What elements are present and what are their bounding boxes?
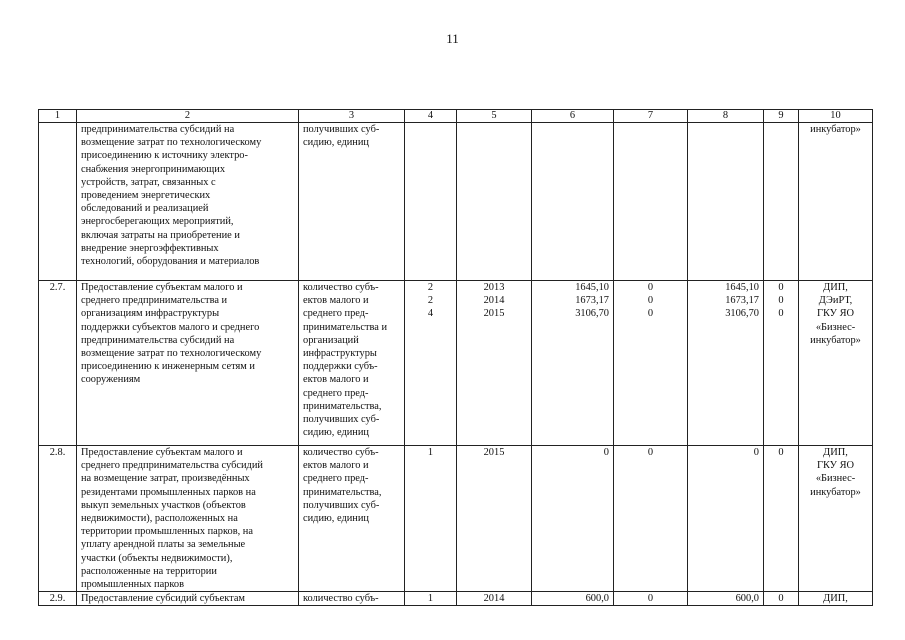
federal-amount-line: 0 [753, 447, 759, 458]
indicator-text [299, 281, 405, 446]
column-number: 8 [688, 110, 764, 123]
total-amount [532, 123, 614, 281]
indicator-text-line: поддержки субъ- [303, 361, 378, 373]
indicator-text-line: ектов малого и [303, 374, 369, 386]
item-number: 2.7. [39, 281, 77, 446]
federal-amount [688, 123, 764, 281]
federal-amount-line: 1673,17 [725, 295, 759, 307]
indicator-value [405, 123, 457, 281]
responsible-executor [799, 446, 873, 592]
responsible-executor-line: «Бизнес- [815, 473, 856, 485]
responsible-executor [799, 281, 873, 446]
column-number: 9 [764, 110, 799, 123]
measure-name-line: присоединению к инженерным сетям и [81, 361, 255, 373]
regional-amount [614, 592, 688, 606]
responsible-executor-line: инкубатор» [810, 486, 861, 498]
column-number: 3 [299, 110, 405, 123]
responsible-executor [799, 123, 873, 281]
regional-amount [614, 123, 688, 281]
responsible-executor-line: ГКУ ЯО [816, 308, 855, 320]
indicator-text-line: среднего пред- [303, 473, 369, 485]
indicator-text-line: получивших суб- [303, 124, 380, 135]
column-number: 2 [77, 110, 299, 123]
column-number: 4 [405, 110, 457, 123]
responsible-executor-line: ДИП, [823, 282, 848, 293]
measure-name-line: поддержки субъектов малого и среднего [81, 321, 260, 333]
item-number: 2.8. [39, 446, 77, 592]
measure-name-line: проведением энергетических [81, 190, 211, 202]
measure-name [77, 446, 299, 592]
measure-name-line: внедрение энергоэффективных [81, 242, 219, 254]
measure-name-line: Предоставление субъектам малого и [81, 447, 243, 458]
measure-name [77, 123, 299, 281]
responsible-executor [799, 592, 873, 606]
indicator-text [299, 592, 405, 606]
other-amount-line: 0 [778, 447, 784, 458]
measure-name-line: снабжения энергопринимающих [81, 163, 226, 175]
measure-name-line: среднего предпринимательства и [81, 295, 228, 307]
indicator-text-line: инфраструктуры [303, 348, 377, 360]
indicator-value-line: 2 [427, 282, 434, 293]
table-row [39, 592, 873, 606]
indicator-text-line: ектов малого и [303, 460, 369, 472]
measure-name-line: недвижимости), расположенных на [81, 513, 238, 525]
measure-name-line: устройств, затрат, связанных с [81, 176, 216, 188]
indicator-value-line: 4 [427, 308, 434, 320]
measure-name [77, 281, 299, 446]
indicator-text-line: среднего пред- [303, 308, 369, 320]
item-number [39, 123, 77, 281]
responsible-executor-line: ГКУ ЯО [816, 460, 855, 472]
regional-amount [614, 446, 688, 592]
indicator-value-line: 2 [427, 295, 434, 307]
indicator-text-line: получивших суб- [303, 414, 380, 426]
indicator-value-line: 1 [427, 593, 434, 605]
other-amount-line: 0 [778, 295, 784, 307]
indicator-text-line: организаций [303, 334, 359, 346]
other-amount-line: 0 [778, 593, 784, 605]
indicator-value-line: 1 [427, 447, 434, 458]
year-value-line: 2014 [483, 593, 505, 605]
regional-amount-line: 0 [647, 295, 654, 307]
measure-name-line: присоединению к источнику электро- [81, 150, 248, 162]
responsible-executor-line: ДИП, [823, 593, 848, 605]
indicator-text-line: среднего пред- [303, 387, 369, 399]
indicator-value [405, 592, 457, 606]
measure-name-line: на возмещение затрат, произведённых [81, 473, 250, 485]
measure-name-line: возмещение затрат по технологическому [81, 348, 262, 360]
year-value [457, 592, 532, 606]
measure-name-line: энергосберегающих мероприятий, [81, 216, 234, 228]
regional-amount [614, 281, 688, 446]
federal-amount [688, 592, 764, 606]
measure-name-line: сооружениям [81, 374, 141, 386]
other-amount [764, 446, 799, 592]
column-number-row [39, 110, 873, 123]
page-number: 11 [446, 31, 459, 46]
year-value-line: 2014 [483, 295, 505, 307]
indicator-text [299, 446, 405, 592]
responsible-executor-line: ДИП, [823, 447, 848, 458]
total-amount-line: 600,0 [585, 593, 609, 605]
column-number: 6 [532, 110, 614, 123]
total-amount [532, 281, 614, 446]
measure-name-line: среднего предпринимательства субсидий [81, 460, 263, 472]
responsible-executor-line: инкубатор» [810, 124, 861, 135]
measure-name-line: Предоставление субсидий субъектам [81, 593, 246, 605]
table-row [39, 446, 873, 592]
total-amount-line: 0 [603, 447, 609, 458]
indicator-value [405, 281, 457, 446]
indicator-text-line: сидию, единиц [303, 427, 369, 439]
indicator-text-line: принимательства и [303, 321, 388, 333]
indicator-text-line: количество субъ- [303, 447, 379, 458]
other-amount [764, 592, 799, 606]
regional-amount-line: 0 [647, 447, 654, 458]
table-row [39, 123, 873, 281]
measure-name-line: расположенные на территории [81, 565, 217, 577]
regional-amount-line: 0 [647, 593, 654, 605]
indicator-text-line: ектов малого и [303, 295, 369, 307]
table-row [39, 281, 873, 446]
responsible-executor-line: ДЭиРТ, [818, 295, 853, 307]
column-number: 5 [457, 110, 532, 123]
federal-amount-line: 1645,10 [725, 282, 759, 293]
indicator-text-line: принимательства, [303, 400, 382, 412]
total-amount-line: 3106,70 [575, 308, 609, 320]
measure-name-line: предпринимательства субсидий на [81, 124, 235, 135]
federal-amount [688, 281, 764, 446]
total-amount-line: 1645,10 [575, 282, 609, 293]
indicator-text-line: количество субъ- [303, 282, 379, 293]
other-amount-line: 0 [778, 308, 784, 320]
total-amount-line: 1673,17 [575, 295, 609, 307]
indicator-text-line: сидию, единиц [303, 137, 369, 149]
other-amount-line: 0 [778, 282, 784, 293]
measure-name-line: организациям инфраструктуры [81, 308, 220, 320]
other-amount [764, 281, 799, 446]
year-value [457, 281, 532, 446]
responsible-executor-line: «Бизнес- [815, 321, 856, 333]
program-table [38, 109, 873, 606]
federal-amount-line: 3106,70 [725, 308, 759, 320]
regional-amount-line: 0 [647, 308, 654, 320]
indicator-value [405, 446, 457, 592]
year-value-line: 2015 [483, 447, 505, 458]
measure-name-line: включая затраты на приобретение и [81, 229, 240, 241]
indicator-text [299, 123, 405, 281]
measure-name-line: технологий, оборудования и материалов [81, 256, 260, 268]
measure-name-line: участки (объекты недвижимости), [81, 552, 233, 564]
measure-name-line: предпринимательства субсидий на [81, 334, 235, 346]
measure-name [77, 592, 299, 606]
federal-amount [688, 446, 764, 592]
measure-name-line: выкуп земельных участков (объектов [81, 499, 246, 511]
responsible-executor-line: инкубатор» [810, 334, 861, 346]
indicator-text-line: принимательства, [303, 486, 382, 498]
year-value-line: 2015 [483, 308, 505, 320]
measure-name-line: территории промышленных парков, на [81, 526, 253, 538]
other-amount [764, 123, 799, 281]
indicator-text-line: количество субъ- [303, 593, 379, 605]
total-amount [532, 446, 614, 592]
measure-name-line: Предоставление субъектам малого и [81, 282, 243, 293]
federal-amount-line: 600,0 [735, 593, 759, 605]
measure-name-line: возмещение затрат по технологическому [81, 137, 262, 149]
regional-amount-line: 0 [647, 282, 654, 293]
total-amount [532, 592, 614, 606]
column-number: 10 [799, 110, 873, 123]
indicator-text-line: получивших суб- [303, 499, 380, 511]
year-value-line: 2013 [483, 282, 505, 293]
item-number: 2.9. [39, 592, 77, 606]
measure-name-line: уплату арендной платы за земельные [81, 539, 246, 551]
year-value [457, 123, 532, 281]
column-number: 1 [39, 110, 77, 123]
column-number: 7 [614, 110, 688, 123]
measure-name-line: резидентами промышленных парков на [81, 486, 256, 498]
measure-name-line: обследований и реализацией [81, 203, 209, 215]
measure-name-line: промышленных парков [81, 579, 184, 591]
indicator-text-line: сидию, единиц [303, 513, 369, 525]
year-value [457, 446, 532, 592]
